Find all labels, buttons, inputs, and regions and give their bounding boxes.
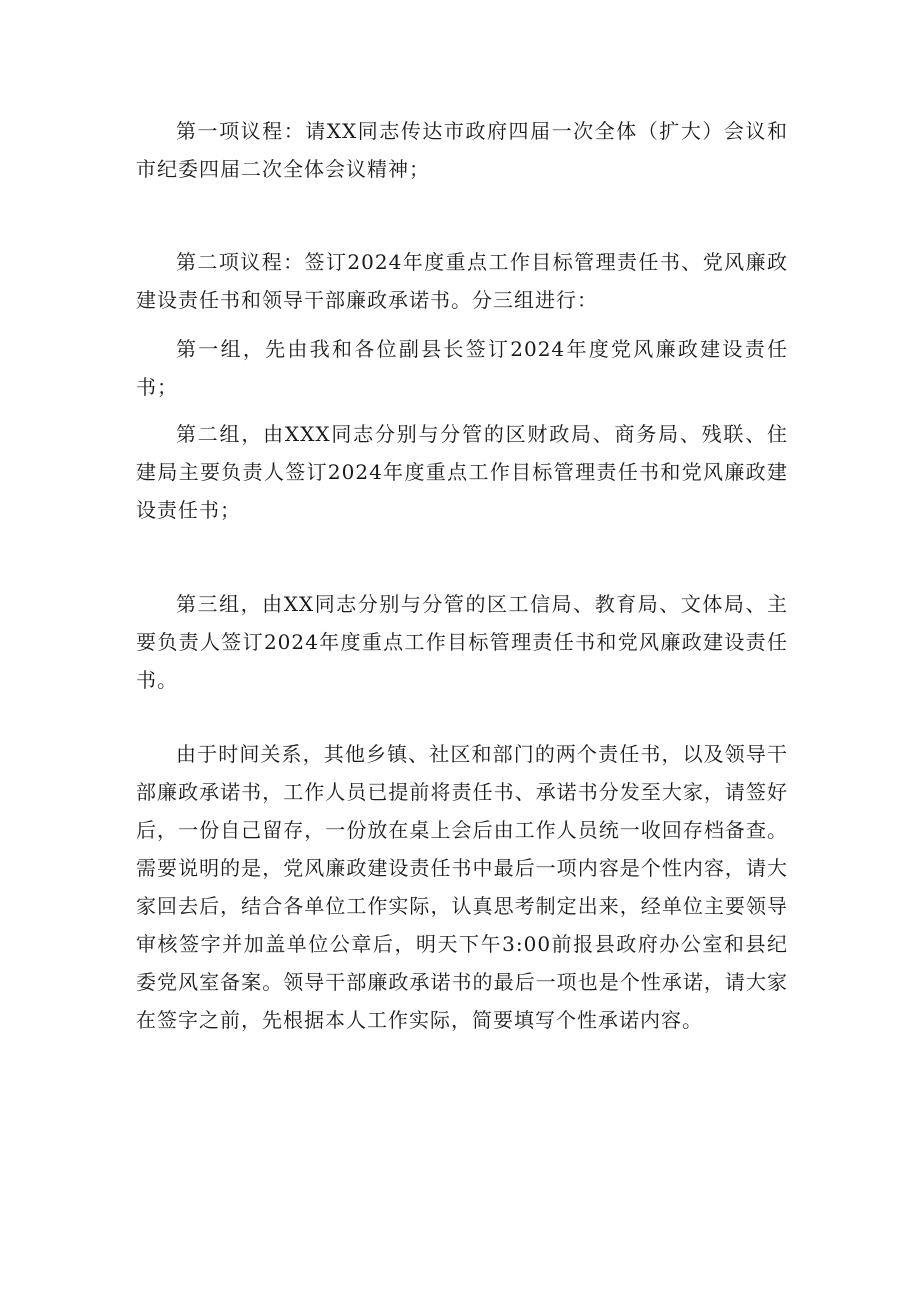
agenda-item-2-paragraph: 第二项议程：签订2024年度重点工作目标管理责任书、党风廉政建设责任书和领导干部廉政承诺书。分三组进行： xyxy=(136,250,788,312)
group-2-paragraph: 第二组，由XXX同志分别与分管的区财政局、商务局、残联、住建局主要负责人签订2024年度重点工作目标管理责任书和党风廉政建设责任书； xyxy=(136,422,788,522)
group-1-paragraph: 第一组，先由我和各位副县长签订2024年度党风廉政建设责任书； xyxy=(136,337,788,399)
group-3-paragraph: 第三组，由XX同志分别与分管的区工信局、教育局、文体局、主要负责人签订2024年度重点工作目标管理责任书和党风廉政建设责任书。 xyxy=(136,592,788,692)
instructions-paragraph: 由于时间关系，其他乡镇、社区和部门的两个责任书，以及领导干部廉政承诺书，工作人员已提前将责任书、承诺书分发至大家，请签好后，一份自己留存，一份放在桌上会后由工作人员统一收回存档备查。需要说明的是，党风廉政建设责任书中最后一项内容是个性内容，请大家回去后，结合各单位工作实际，认真思考制定出来，经单位主要领导审核签字并加盖单位公章后，明天下午3:00前报县政府办公室和县纪委党风室备案。领导干部廉政承诺书的最后一项也是个性承诺，请大家在签字之前，先根据本人工作实际，简要填写个性承诺内容。 xyxy=(136,742,788,1032)
agenda-item-1-paragraph: 第一项议程：请XX同志传达市政府四届一次全体（扩大）会议和市纪委四届二次全体会议精神； xyxy=(136,119,788,181)
